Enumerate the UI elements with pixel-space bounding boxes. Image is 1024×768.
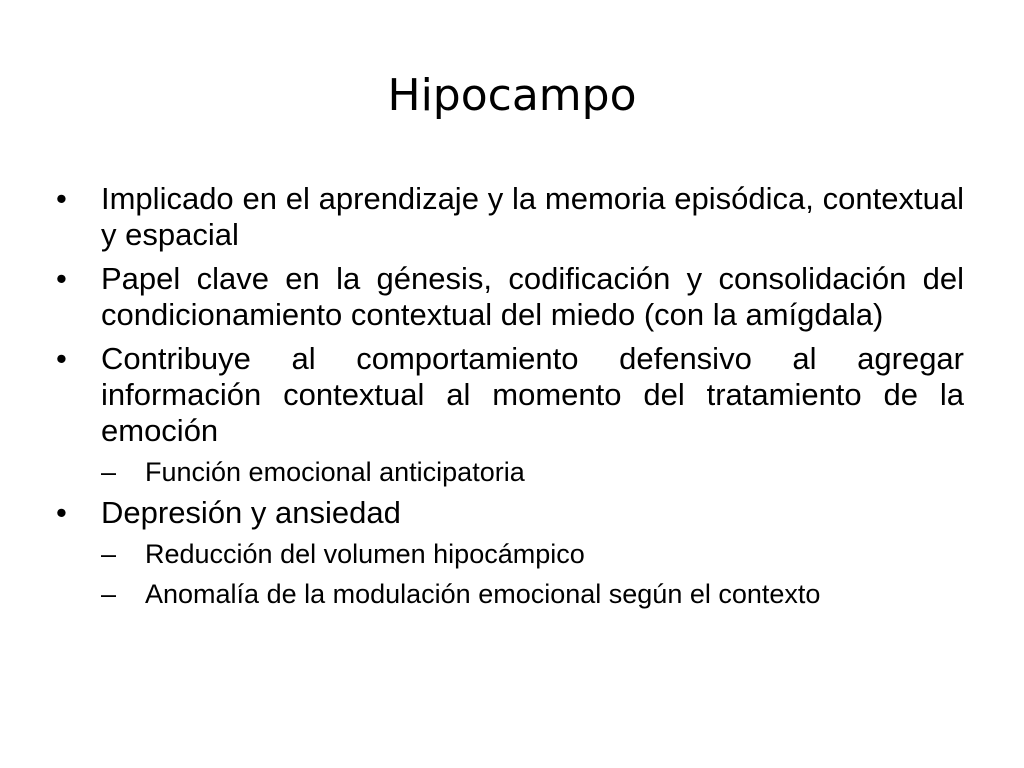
sub-bullet-item: [101, 537, 964, 571]
sub-bullet-list: [101, 455, 964, 489]
sub-bullet-list: [101, 537, 964, 611]
sub-bullet-text: Reducción del volumen hipocámpico: [145, 539, 585, 569]
sub-bullet-text: Función emocional anticipatoria: [145, 457, 525, 487]
bullet-item: [56, 341, 964, 489]
bullet-text: Implicado en el aprendizaje y la memoria episódica, contextual y espacial: [101, 181, 964, 252]
bullet-text: Papel clave en la génesis, codificación y consolidación del condicionamiento contextual del miedo (con la amígdala): [101, 261, 964, 332]
bullet-text: Depresión y ansiedad: [101, 495, 401, 530]
sub-bullet-item: [101, 455, 964, 489]
bullet-text: Contribuye al comportamiento defensivo al agregar información contextual al momento del tratamiento de la emoción: [101, 341, 964, 448]
bullet-list: [56, 181, 964, 619]
sub-bullet-text: Anomalía de la modulación emocional según el contexto: [145, 579, 821, 609]
bullet-item: [56, 495, 964, 611]
sub-bullet-item: [101, 577, 964, 611]
bullet-item: [56, 261, 964, 333]
slide-title: Hipocampo: [387, 70, 637, 121]
bullet-item: [56, 181, 964, 253]
